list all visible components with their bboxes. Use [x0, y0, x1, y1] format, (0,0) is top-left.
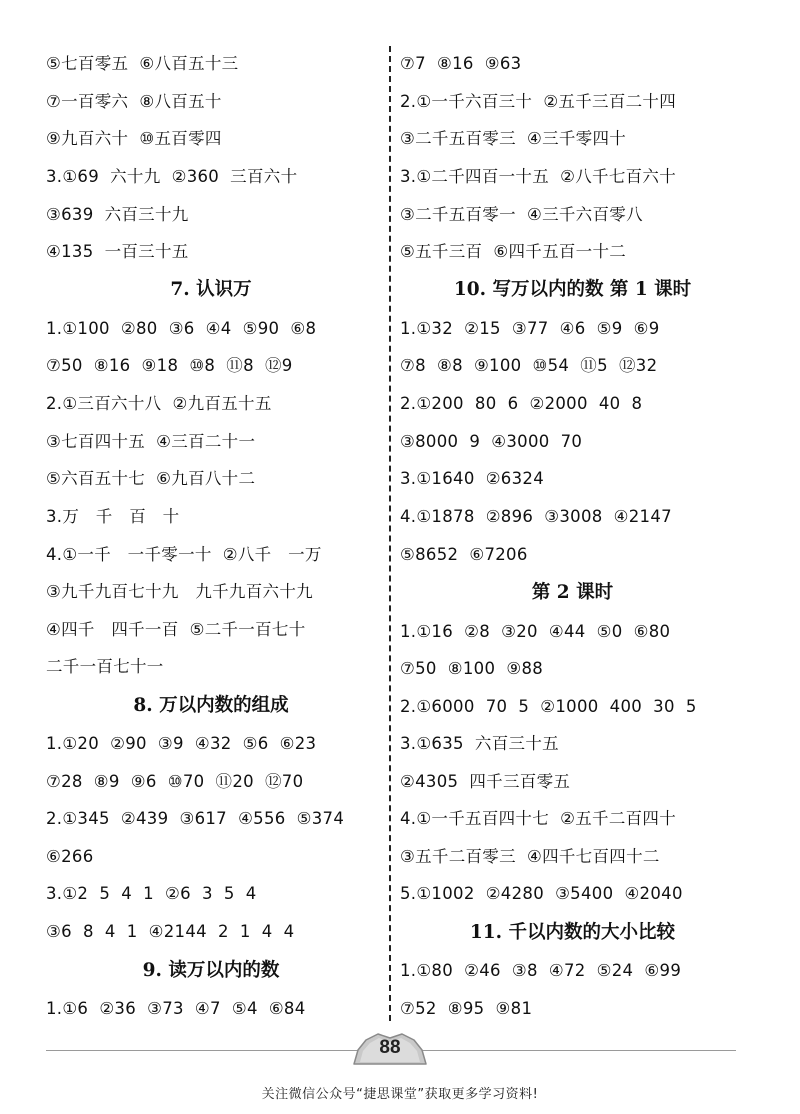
answer-line: 3.①1640 ②6324: [400, 469, 544, 488]
answer-line: 4.①一千五百四十七 ②五千二百四十: [400, 809, 677, 828]
answer-line: ④135 一百三十五: [46, 242, 189, 261]
section-heading: 10. 写万以内的数 第 1 课时: [453, 279, 692, 300]
section-heading: 9. 读万以内的数: [142, 960, 280, 981]
answer-line: 3.①635 六百三十五: [400, 734, 559, 753]
section-heading: 8. 万以内数的组成: [133, 695, 289, 716]
section-heading: 7. 认识万: [170, 279, 252, 300]
answer-line: 4.①一千 一千零一十 ②八千 一万: [46, 545, 322, 564]
answer-line: ③五千二百零三 ④四千七百四十二: [400, 847, 660, 866]
answer-line: ②4305 四千三百零五: [400, 772, 571, 791]
answer-line: 1.①80 ②46 ③8 ④72 ⑤24 ⑥99: [400, 961, 682, 980]
answer-line: 4.①1878 ②896 ③3008 ④2147: [400, 507, 672, 526]
answer-line: ⑦50 ⑧100 ⑨88: [400, 659, 544, 678]
section-heading: 第 2 课时: [531, 582, 614, 603]
answer-line: ④四千 四千一百 ⑤二千一百七十: [46, 620, 306, 639]
footer-rule-left: [46, 1050, 358, 1051]
answer-line: 二千一百七十一: [46, 657, 164, 676]
page-number-badge: [350, 1028, 430, 1070]
answer-line: ③639 六百三十九: [46, 205, 189, 224]
answer-line: 2.①一千六百三十 ②五千三百二十四: [400, 92, 677, 111]
answer-line: ⑦50 ⑧16 ⑨18 ⑩8 ⑪8 ⑫9: [46, 356, 293, 375]
answer-line: 5.①1002 ②4280 ③5400 ④2040: [400, 884, 683, 903]
section-heading: 11. 千以内数的大小比较: [469, 922, 676, 943]
page-number: 88: [379, 1037, 401, 1058]
answer-line: ⑤五千三百 ⑥四千五百一十二: [400, 242, 627, 261]
answer-line: ⑦7 ⑧16 ⑨63: [400, 54, 522, 73]
answer-line: ③二千五百零一 ④三千六百零八: [400, 205, 643, 224]
answer-line: 2.①三百六十八 ②九百五十五: [46, 394, 272, 413]
answer-line: 3.万 千 百 十: [46, 507, 180, 526]
answer-line: ③6 8 4 1 ④2144 2 1 4 4: [46, 922, 295, 941]
footer-notice: 关注微信公众号“捷思课堂”获取更多学习资料!: [261, 1087, 539, 1102]
answer-line: ⑦28 ⑧9 ⑨6 ⑩70 ⑪20 ⑫70: [46, 772, 304, 791]
answer-line: ⑨九百六十 ⑩五百零四: [46, 129, 222, 148]
answer-line: 3.①二千四百一十五 ②八千七百六十: [400, 167, 677, 186]
answer-line: 1.①20 ②90 ③9 ④32 ⑤6 ⑥23: [46, 734, 317, 753]
answer-line: ⑤六百五十七 ⑥九百八十二: [46, 469, 256, 488]
answer-line: 2.①6000 70 5 ②1000 400 30 5: [400, 697, 697, 716]
answer-line: ③二千五百零三 ④三千零四十: [400, 129, 627, 148]
answer-line: 1.①6 ②36 ③73 ④7 ⑤4 ⑥84: [46, 999, 306, 1018]
answer-line: ⑤8652 ⑥7206: [400, 545, 528, 564]
answer-line: ⑥266: [46, 847, 94, 866]
answer-line: 2.①200 80 6 ②2000 40 8: [400, 394, 643, 413]
answer-line: 3.①2 5 4 1 ②6 3 5 4: [46, 884, 257, 903]
footer-rule-right: [422, 1050, 736, 1051]
answer-line: 3.①69 六十九 ②360 三百六十: [46, 167, 298, 186]
answer-line: 2.①345 ②439 ③617 ④556 ⑤374: [46, 809, 345, 828]
answer-line: ③九千九百七十九 九千九百六十九: [46, 582, 313, 601]
answer-line: ⑦8 ⑧8 ⑨100 ⑩54 ⑪5 ⑫32: [400, 356, 658, 375]
column-divider: [389, 46, 391, 1021]
answer-line: 1.①100 ②80 ③6 ④4 ⑤90 ⑥8: [46, 319, 317, 338]
answer-line: 1.①32 ②15 ③77 ④6 ⑤9 ⑥9: [400, 319, 660, 338]
answer-line: ③8000 9 ④3000 70: [400, 432, 583, 451]
answer-line: ③七百四十五 ④三百二十一: [46, 432, 256, 451]
answer-line: ⑦一百零六 ⑧八百五十: [46, 92, 222, 111]
answer-line: ⑤七百零五 ⑥八百五十三: [46, 54, 239, 73]
answer-line: ⑦52 ⑧95 ⑨81: [400, 999, 533, 1018]
answer-line: 1.①16 ②8 ③20 ④44 ⑤0 ⑥80: [400, 622, 671, 641]
